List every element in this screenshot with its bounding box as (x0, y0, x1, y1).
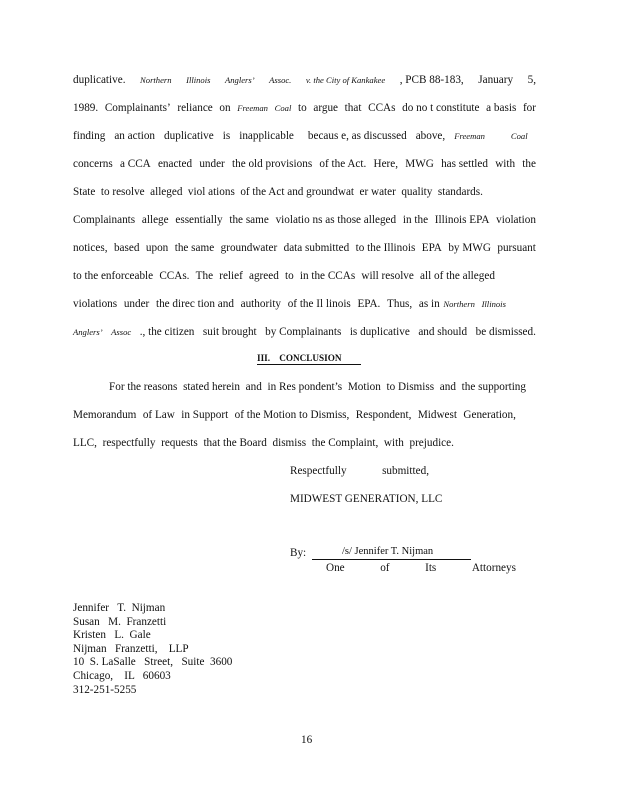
body-line-1: duplicative. Northern Illinois Anglers’ Assoc. v. the City of Kankakee , PCB 88-183, January 5, (73, 74, 536, 86)
conclusion-line-1: For the reasons stated herein and in Res pondent’s Motion to Dismiss and the supporting (109, 381, 526, 393)
firm-name: Nijman Franzetti, LLP (73, 642, 189, 655)
body-line-8: to the enforceable CCAs. The relief agreed to in the CCAs will resolve all of the alleged (73, 270, 495, 282)
body-line-4: concerns a CCA enacted under the old provisions of the Act. Here, MWG has settled with the (73, 158, 536, 170)
conclusion-line-3: LLC, respectfully requests that the Board dismiss the Complaint, with prejudice. (73, 437, 454, 449)
body-line-5: State to resolve alleged viol ations of the Act and groundwat er water quality standards. (73, 186, 483, 198)
body-line-2: 1989. Complainants’ reliance on Freeman Coal to argue that CCAs do no t constitute a basis for (73, 102, 536, 114)
signature-line (312, 546, 471, 560)
attorney-line: Kristen L. Gale (73, 629, 151, 642)
body-line-10: Anglers’ Assoc ., the citizen suit brought by Complainants is duplicative and should be dismissed. (73, 326, 536, 338)
attorney-line: Jennifer T. Nijman (73, 602, 166, 614)
attorney-role: One of Its Attorneys (326, 562, 516, 574)
address-street: 10 S. LaSalle Street, Suite 3600 (73, 656, 233, 669)
phone-number: 312-251-5255 (73, 683, 137, 696)
by-label: By: (290, 547, 307, 559)
respectfully-submitted: Respectfully submitted, (290, 465, 429, 477)
body-line-3: finding an action duplicative is inapplicable becaus e, as discussed above, Freeman Coal (73, 130, 528, 142)
address-city: Chicago, IL 60603 (73, 669, 171, 682)
section-heading: III. CONCLUSION (257, 352, 361, 365)
attorney-block (73, 602, 232, 697)
page-number: 16 (301, 734, 313, 746)
attorney-line: Susan M. Franzetti (73, 615, 167, 628)
body-line-7: notices, based upon the same groundwater data submitted to the Illinois EPA by MWG pursuant (73, 242, 536, 254)
body-line-9: violations under the direc tion and authority of the Il linois EPA. Thus, as in Northern Illinois (73, 298, 506, 310)
signature-text: /s/ Jennifer T. Nijman (342, 546, 434, 557)
body-line-6: Complainants allege essentially the same violatio ns as those alleged in the Illinois EPA violation (73, 214, 536, 226)
conclusion-line-2: Memorandum of Law in Support of the Motion to Dismiss, Respondent, Midwest Generation, (73, 409, 516, 421)
company-name: MIDWEST GENERATION, LLC (290, 493, 443, 505)
